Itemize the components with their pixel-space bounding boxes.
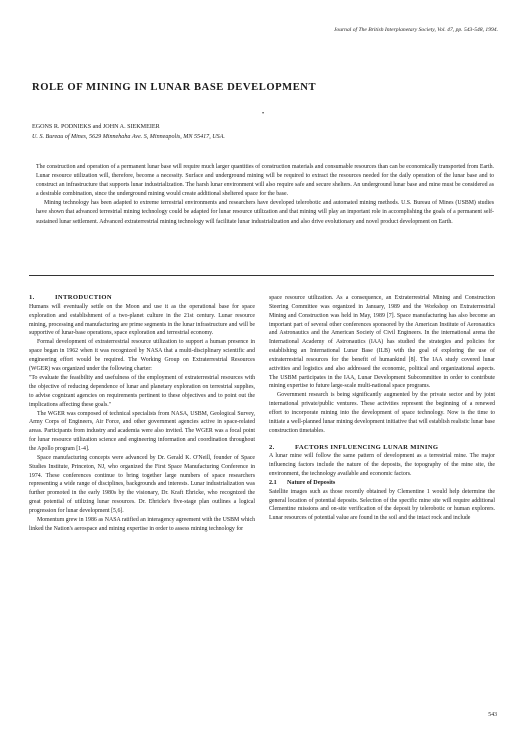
paper-title: ROLE OF MINING IN LUNAR BASE DEVELOPMENT xyxy=(32,82,317,93)
body-paragraph: space resource utilization. As a consequence, an Extraterrestrial Mining and Construction Steering Committee was organized in January, 1989 and the Workshop on Extraterrestrial Mining and Construction was held in May, 1989 [7]. Space manufacturing has also become an important part of several other conferences sponsored by the American Institute of Aeronautics and Astronautics and the American Society of Civil Engineers. In the international arena the International Academy of Astronautics (IAA) has studied the strategies and policies for establishing an International Lunar Base (ILB) with the goal of exploring the use of extraterrestrial resources for the benefit of humankind [8]. The IAA study covered lunar activities and logistics and also addressed the economic, political and organizational aspects. The USBM participates in the IAA, Lunar Development Subcommittee in order to contribute mining expertise to future large-scale multi-national space programs. xyxy=(269,295,495,390)
body-paragraph: Humans will eventually settle on the Moon and use it as the operational base for space exploration and establishment of a two-planet culture in the 21st century. Lunar resource mining, processing and manufacturing are prime segments in the lunar infrastructure and will be supportive of lunar-base operations, space exploration and terrestrial economy. xyxy=(29,303,255,337)
section-divider xyxy=(29,275,494,276)
abstract-paragraph: Mining technology has been adapted to extreme terrestrial environments and researchers have developed telerobotic and automated mining methods. U.S. Bureau of Mines (USBM) studies have shown that advanced terrestrial mining technology could be adapted for lunar resource utilization and that mining will play an important role in accomplishing the goals of a permanent self-sustained lunar settlement. Advanced extraterrestrial mining technology will facilitate lunar industrialization and also drive evolutionary and novel product development on Earth. xyxy=(36,200,494,225)
stray-mark: • xyxy=(262,111,265,117)
subsection-heading xyxy=(269,479,495,488)
body-paragraph: Government research is being significantly augmented by the private sector and by joint international private/public ventures. These activities represent the beginning of a renewed effort to incorporate mining into the development of space technology. Now is the time to initiate a well-planned lunar mining development initiative that will establish realistic lunar base construction timetables. xyxy=(269,392,495,434)
authors: EGONS R. PODNIEKS and JOHN A. SIEKMEIER xyxy=(32,124,160,130)
body-paragraph: A lunar mine will follow the same pattern of development as a terrestrial mine. The major influencing factors include the nature of the deposits, the topography of the mine site, the environment, the technology available and economic factors. xyxy=(269,453,495,478)
subsection-title: Nature of Deposits xyxy=(287,479,336,486)
section-title: FACTORS INFLUENCING LUNAR MINING xyxy=(295,443,439,451)
body-paragraph: The WGER was composed of technical specialists from NASA, USBM, Geological Survey, Army Corps of Engineers, Air Force, and other government agencies active in space-related areas. Participants from industry and academia were also invited. The WGER was a focal point for lunar resource utilization science and engineering information and coordination throughout the Apollo program [1-4]. xyxy=(29,410,255,452)
body-paragraph: Formal development of extraterrestrial resource utilization to support a human presence in space began in 1962 when it was recognized by NASA that a multi-disciplinary scientific and engineering effort would be required. The Working Group on Extraterrestrial Resources (WGER) was organized under the following charter: xyxy=(29,339,255,372)
subsection-number: 2.1 xyxy=(269,479,277,486)
body-paragraph: Satellite images such as those recently obtained by Clementine 1 would help determine the general location of potential deposits. Selection of the specific mine site will require additional Clementine missions and on-site verification of the deposit by telerobotic or human explorers. Lunar resources of potential value are found in the soil and the intact rock and include xyxy=(269,488,495,522)
section-number: 1. xyxy=(29,294,35,301)
section-number: 2. xyxy=(269,443,275,451)
left-column xyxy=(29,294,255,533)
charter-quote: "To evaluate the feasibility and usefulness of the employment of extraterrestrial resources with the objective of reducing dependence of lunar and planetary exploration on terrestrial supplies, to advise cognizant agencies on requirements pertinent to these objectives and to point out the implications affecting these goals." xyxy=(29,374,255,408)
journal-citation: Journal of The British Interplanetary Society, Vol. 47, pp. 543-548, 1994. xyxy=(333,27,498,33)
section-heading xyxy=(29,294,255,303)
page-number: 543 xyxy=(488,712,497,718)
section-title: INTRODUCTION xyxy=(55,294,112,301)
affiliation: U. S. Bureau of Mines, 5629 Minnehaha Ave. S, Minneapolis, MN 55417, USA. xyxy=(32,134,225,140)
abstract-paragraph: The construction and operation of a permanent lunar base will require much larger quantities of construction materials and consumable resources than can be economically transported from Earth. Lunar resource utilization will, therefore, become a necessity. Surface and underground mining will be required to extract the resources needed for the daily operation of the lunar base and to construct an infrastructure that supports lunar industrialization. The harsh lunar environment will also require safe and secure shelters. An underground lunar base and mine must be considered as a desirable combination, since the underground mining would create additional sheltered space for the base. xyxy=(36,164,494,198)
body-paragraph: Momentum grew in 1986 as NASA ratified an interagency agreement with the USBM which linked the Nation's aerospace and mining expertise in order to assess mining technology for xyxy=(29,516,255,532)
abstract xyxy=(36,163,494,227)
section-heading xyxy=(269,444,495,453)
right-column xyxy=(269,294,495,523)
body-paragraph: Space manufacturing concepts were advanced by Dr. Gerald K. O'Neill, founder of Space Studies Institute, Princeton, NJ, who organized the First Space Manufacturing Conference in 1974. These conferences continue to bring together large numbers of space researchers representing a wide range of disciplines, backgrounds and interests. Lunar industrialization was further promoted in the early 1980s by the visionary, Dr. Kraft Ehricke, who recognized the great potential of utilizing lunar resources. Dr. Ehricke's five-stage plan outlines a logical progression for lunar development [5,6]. xyxy=(29,454,255,514)
